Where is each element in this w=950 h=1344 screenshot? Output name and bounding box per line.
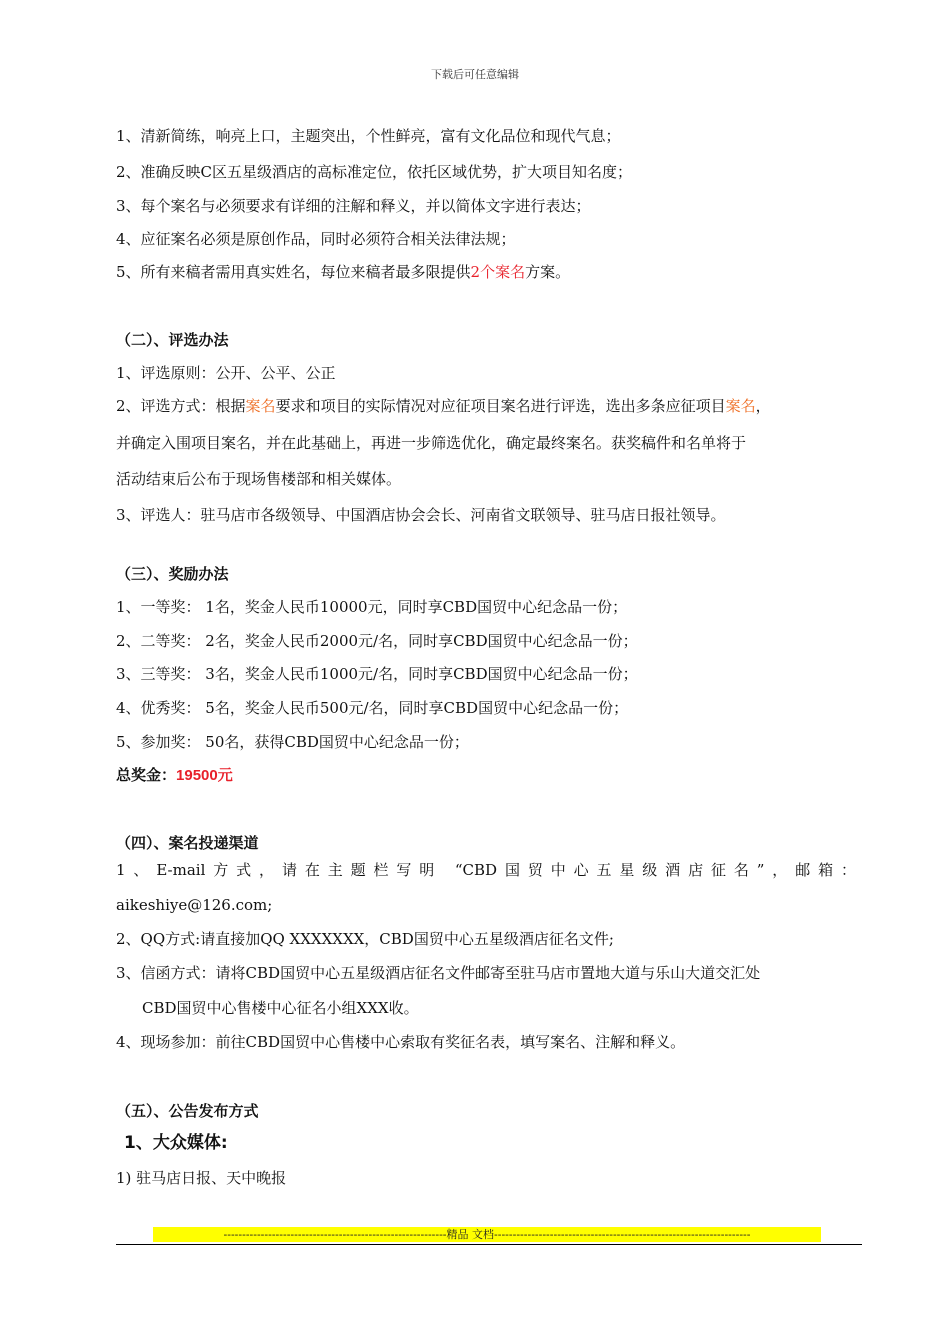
award-item-3: 3、三等奖： 3名，奖金人民币1000元/名，同时享CBD国贸中心纪念品一份； [116,665,638,683]
s2-item-2-cont-1: 并确定入围项目案名，并在此基础上，再进一步筛选优化，确定最终案名。获奖稿件和名单将于 [116,434,747,452]
award-item-2: 2、二等奖： 2名，奖金人民币2000元/名，同时享CBD国贸中心纪念品一份； [116,632,638,650]
s2-item-1: 1、评选原则：公开、公平、公正 [116,364,336,382]
intro-item-5-text-c: 方案。 [525,263,571,281]
footer-divider [116,1244,862,1245]
s2-item-2-text-c: 要求和项目的实际情况对应征项目案名进行评选，选出多条应征项目 [275,397,726,415]
intro-item-1: 1、清新简练，响亮上口，主题突出，个性鲜亮，富有文化品位和现代气息； [116,127,621,145]
s4-item-1: 1、E-mail方式，请在主题栏写明 “CBD国贸中心五星级酒店征名”，邮箱： [116,861,856,879]
total-prize [116,765,233,786]
intro-item-2: 2、准确反映C区五星级酒店的高标准定位，依托区域优势，扩大项目知名度； [116,163,633,181]
total-prize-value: 19500元 [176,767,233,784]
s5-subheading: 1、大众媒体: [124,1133,228,1153]
s4-item-2: 2、QQ方式:请直接加QQ XXXXXXX，CBD国贸中心五星级酒店征名文件; [116,930,614,948]
award-item-5: 5、参加奖： 50名，获得CBD国贸中心纪念品一份； [116,733,469,751]
s5-item-1: 1) 驻马店日报、天中晚报 [116,1169,287,1187]
s2-item-2 [116,396,771,416]
s4-item-4: 4、现场参加：前往CBD国贸中心售楼中心索取有奖征名表，填写案名、注解和释义。 [116,1033,686,1051]
intro-item-5-text-a: 5、所有来稿者需用真实姓名，每位来稿者最多限提供 [116,263,471,281]
s2-item-2-highlight-1: 案名 [245,397,276,415]
section-4-title: （四）、案名投递渠道 [116,834,259,852]
s2-item-2-highlight-2: 案名 [725,397,756,415]
award-item-4: 4、优秀奖： 5名，奖金人民币500元/名，同时享CBD国贸中心纪念品一份； [116,699,629,717]
s2-item-2-text-a: 2、评选方式：根据 [116,397,246,415]
s2-item-2-text-e: ， [755,397,771,415]
section-5-title: （五）、公告发布方式 [116,1102,259,1120]
section-2-title: （二）、评选办法 [116,331,229,349]
footer-banner: ------------------------------------------------------------精品 文档--------------------------------------------------------------------- [153,1227,821,1242]
intro-item-5-highlight: 2个案名 [470,263,526,281]
section-3-title: （三）、奖励办法 [116,565,229,583]
s4-email: aikeshiye@126.com; [116,896,273,914]
s4-item-3-cont: CBD国贸中心售楼中心征名小组XXX收。 [142,999,419,1017]
page-header: 下载后可任意编辑 [431,68,519,81]
intro-item-3: 3、每个案名与必须要求有详细的注解和释义，并以简体文字进行表达； [116,197,591,215]
intro-item-4: 4、应征案名必须是原创作品，同时必须符合相关法律法规； [116,230,516,248]
s2-item-2-cont-2: 活动结束后公布于现场售楼部和相关媒体。 [116,470,402,488]
award-item-1: 1、一等奖： 1名，奖金人民币10000元，同时享CBD国贸中心纪念品一份； [116,598,628,616]
intro-item-5 [116,262,570,282]
s2-item-3: 3、评选人：驻马店市各级领导、中国酒店协会会长、河南省文联领导、驻马店日报社领导。 [116,506,726,524]
total-prize-label: 总奖金： [116,766,177,784]
s4-item-3: 3、信函方式：请将CBD国贸中心五星级酒店征名文件邮寄至驻马店市置地大道与乐山大道交汇处 [116,964,761,982]
